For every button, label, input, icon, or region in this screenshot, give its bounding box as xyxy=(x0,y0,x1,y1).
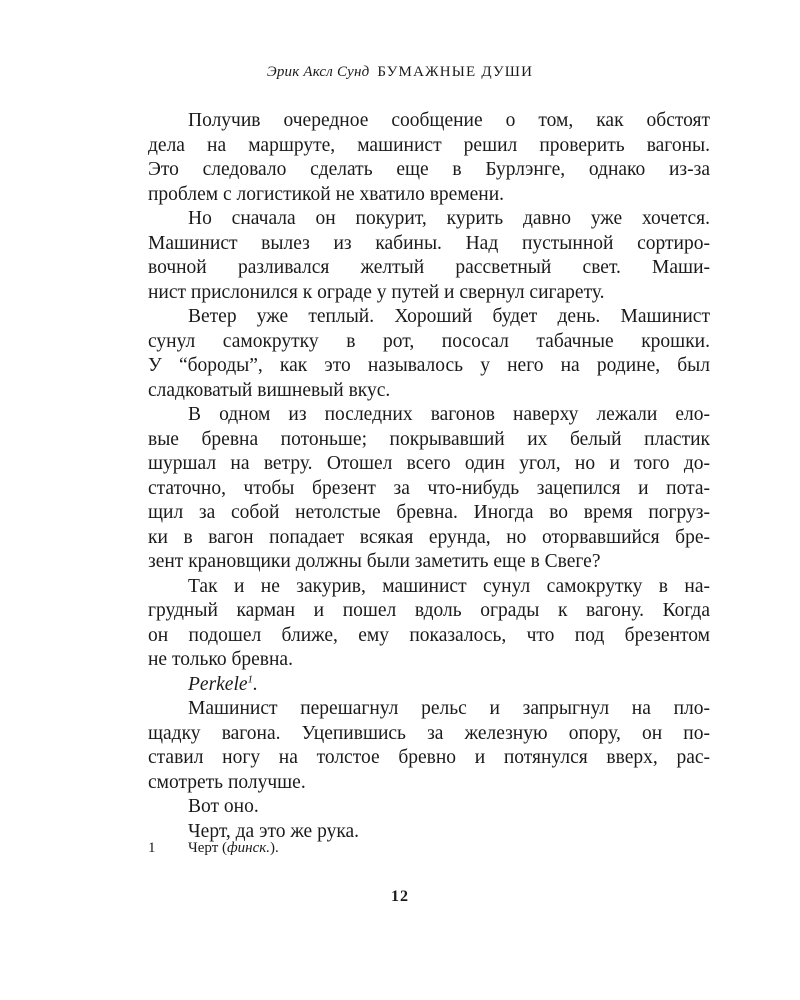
text-line: Вот оно. xyxy=(188,796,259,817)
footnote-number: 1 xyxy=(148,840,156,856)
text-line: ставил ногу на толстое бревно и потянулся вверх, рас- xyxy=(148,747,710,768)
paragraph xyxy=(148,109,710,207)
text-line: Получив очередное сообщение о том, как обстоят xyxy=(188,110,710,131)
page-number: 12 xyxy=(391,888,409,905)
text-line: Это следовало сделать еще в Бурлэнге, однако из-за xyxy=(148,159,710,180)
text-line: проблем с логистикой не хватило времени. xyxy=(148,183,505,205)
paragraph xyxy=(148,305,710,403)
text-line: щил за собой нетолстые бревна. Иногда во время погруз- xyxy=(148,502,710,523)
text-line: Черт, да это же рука. xyxy=(188,820,360,842)
text-line: Машинист вылез из кабины. Над пустынной сортиро- xyxy=(148,232,710,254)
text-line: нист прислонился к ограде у путей и свернул сигарету. xyxy=(148,281,605,303)
running-header xyxy=(0,64,800,81)
text-line: Машинист перешагнул рельс и запрыгнул на пло- xyxy=(188,698,710,719)
text-line: Ветер уже теплый. Хороший будет день. Машинист xyxy=(188,306,710,327)
text-line: щадку вагона. Уцепившись за железную опору, он по- xyxy=(148,722,710,744)
text-line: шуршал на ветру. Отошел всего один угол, но и того до- xyxy=(148,453,710,474)
footnote xyxy=(148,840,710,857)
text-line: он подошел ближе, ему показалось, что под брезентом xyxy=(148,624,710,646)
footnote-text: Черт ( xyxy=(188,840,228,856)
book-title: БУМАЖНЫЕ ДУШИ xyxy=(377,64,534,80)
text-line: не только бревна. xyxy=(148,649,293,670)
footnote-language: финск. xyxy=(227,840,271,856)
text-line: зент крановщики должны были заметить еще в Свеге? xyxy=(148,551,601,572)
text-line: Но сначала он покурит, курить давно уже хочется. xyxy=(188,208,710,229)
text-line: сунул самокрутку в рот, пососал табачные крошки. xyxy=(148,330,710,352)
paragraph xyxy=(148,207,710,305)
text-line: ки в вагон попадает всякая ерунда, но оторвавшийся бре- xyxy=(148,526,710,548)
footnote-reference[interactable]: 1 xyxy=(247,673,254,685)
footnote-text-end: ). xyxy=(270,840,279,856)
text-line: статочно, чтобы брезент за что-нибудь зацепился и пота- xyxy=(148,477,710,499)
text-line: В одном из последних вагонов наверху лежали ело- xyxy=(188,404,710,425)
exclamation-end: . xyxy=(253,673,258,695)
exclamation-paragraph xyxy=(148,673,710,698)
text-line: вые бревна потоньше; покрывавший их белый пластик xyxy=(148,428,710,450)
text-line: У “бороды”, как это называлось у него на родине, был xyxy=(148,355,710,376)
paragraph xyxy=(148,697,710,795)
text-line: Так и не закурив, машинист сунул самокрутку в на- xyxy=(188,575,710,597)
text-line xyxy=(148,673,710,698)
body-text xyxy=(148,109,710,844)
exclamation-word: Perkele xyxy=(188,673,248,695)
text-line: вочной разливался желтый рассветный свет. Маши- xyxy=(148,257,710,278)
text-line: сладковатый вишневый вкус. xyxy=(148,379,391,401)
paragraph xyxy=(148,575,710,673)
text-line: дела на маршруте, машинист решил проверить вагоны. xyxy=(148,134,710,156)
text-line: смотреть получше. xyxy=(148,771,306,793)
paragraph xyxy=(148,795,710,820)
paragraph xyxy=(148,403,710,575)
author-name: Эрик Аксл Сунд xyxy=(266,64,370,80)
text-line: грудный карман и пошел вдоль ограды к вагону. Когда xyxy=(148,600,710,621)
